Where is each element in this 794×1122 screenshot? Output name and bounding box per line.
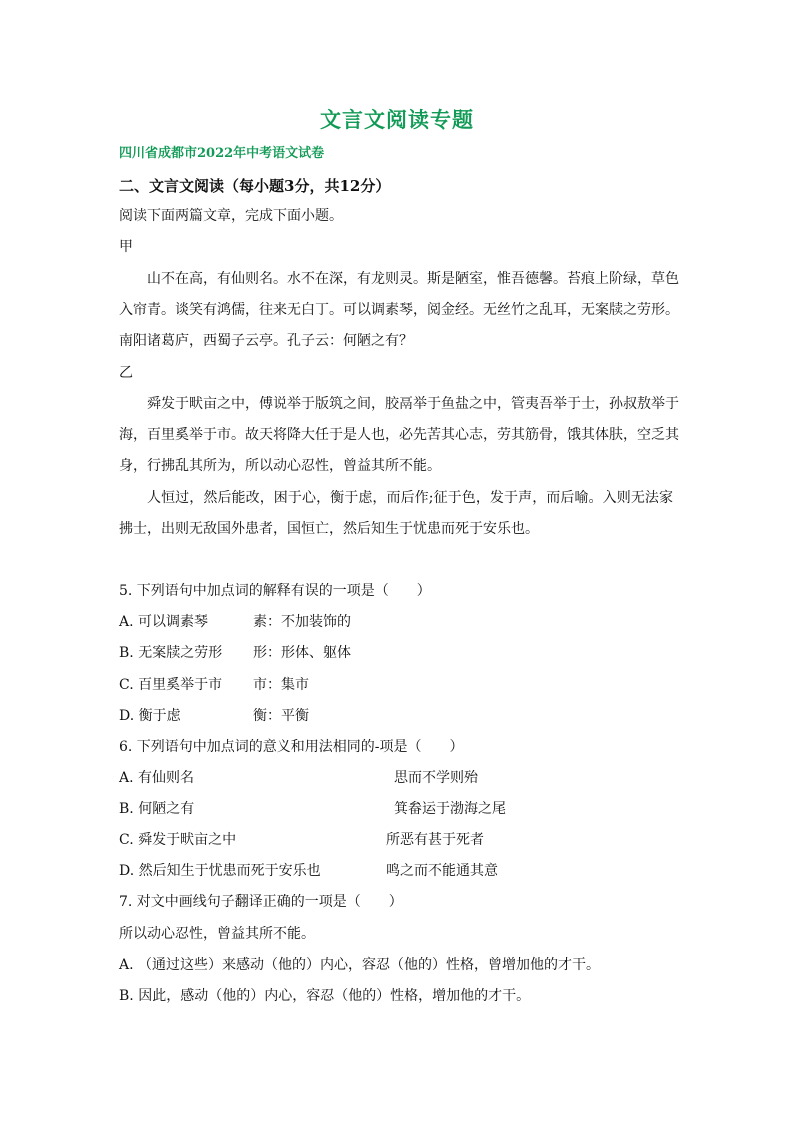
q5-option-d[interactable]: D. 衡于虑: [119, 708, 181, 724]
passage-jia-label: 甲: [119, 239, 133, 255]
q6-option-d[interactable]: D. 然后知生于忧患而死于安乐也: [119, 863, 321, 879]
q6-option-c[interactable]: C. 舜发于畎亩之中: [119, 832, 237, 848]
q6-option-b-compare: 箕畚运于渤海之尾: [394, 801, 506, 817]
q6-option-a-compare: 思而不学则殆: [394, 770, 478, 786]
passage-yi-label: 乙: [119, 365, 133, 381]
section-heading: 二、文言文阅读（每小题3分，共12分）: [119, 177, 391, 195]
question-5-stem: 5. 下列语句中加点词的解释有误的一项是（ ）: [119, 583, 431, 599]
q6-option-d-compare: 鸣之而不能通其意: [386, 863, 498, 879]
q5-option-c[interactable]: C. 百里奚举于市: [119, 677, 223, 693]
passage-yi-line: 人恒过，然后能改，困于心，衡于虑，而后作;征于色，发于声，而后喻。入则无法家: [147, 490, 673, 506]
passage-yi-line: 身，行拂乱其所为，所以动心忍性，曾益其所不能。: [119, 458, 441, 474]
passage-jia-line: 入帘青。谈笑有鸿儒，往来无白丁。可以调素琴，阅金经。无丝竹之乱耳，无案牍之劳形。: [119, 302, 679, 318]
question-7-sentence: 所以动心忍性，曾益其所不能。: [119, 926, 315, 942]
q5-option-a[interactable]: A. 可以调素琴: [119, 614, 209, 630]
question-7-stem: 7. 对文中画线句子翻译正确的一项是（ ）: [119, 894, 403, 910]
page-title: 文言文阅读专题: [320, 107, 474, 132]
question-6-stem: 6. 下列语句中加点词的意义和用法相同的-项是（ ）: [119, 739, 464, 755]
passage-yi-line: 海，百里奚举于市。故天将降大任于是人也，必先苦其心志，劳其筋骨，饿其体肤，空乏其: [119, 427, 679, 443]
q7-option-b[interactable]: B. 因此，感动（他的）内心，容忍（他的）性格，增加他的才干。: [119, 988, 531, 1004]
exam-source: 四川省成都市2022年中考语文试卷: [119, 146, 325, 161]
q6-option-a[interactable]: A. 有仙则名: [119, 770, 195, 786]
q5-option-b[interactable]: B. 无案牍之劳形: [119, 645, 223, 661]
q5-option-c-explanation: 市：集市: [253, 677, 309, 693]
q6-option-c-compare: 所恶有甚于死者: [386, 832, 484, 848]
q7-option-a[interactable]: A. （通过这些）来感动（他的）内心，容忍（他的）性格，曾增加他的才干。: [119, 957, 601, 973]
q5-option-b-explanation: 形：形体、躯体: [253, 645, 351, 661]
passage-jia-line: 山不在高，有仙则名。水不在深，有龙则灵。斯是陋室，惟吾德馨。苔痕上阶绿，草色: [147, 271, 679, 287]
passage-yi-line: 拂士，出则无敌国外患者，国恒亡，然后知生于忧患而死于安乐也。: [119, 521, 539, 537]
passage-yi-line: 舜发于畎亩之中，傅说举于版筑之间，胶鬲举于鱼盐之中，管夷吾举于士，孙叔敖举于: [147, 396, 679, 412]
instruction-text: 阅读下面两篇文章，完成下面小题。: [119, 208, 343, 224]
passage-jia-line: 南阳诸葛庐，西蜀子云亭。孔子云：何陋之有？: [119, 333, 413, 349]
q5-option-d-explanation: 衡：平衡: [253, 708, 309, 724]
q6-option-b[interactable]: B. 何陋之有: [119, 801, 195, 817]
q5-option-a-explanation: 素：不加装饰的: [253, 614, 351, 630]
